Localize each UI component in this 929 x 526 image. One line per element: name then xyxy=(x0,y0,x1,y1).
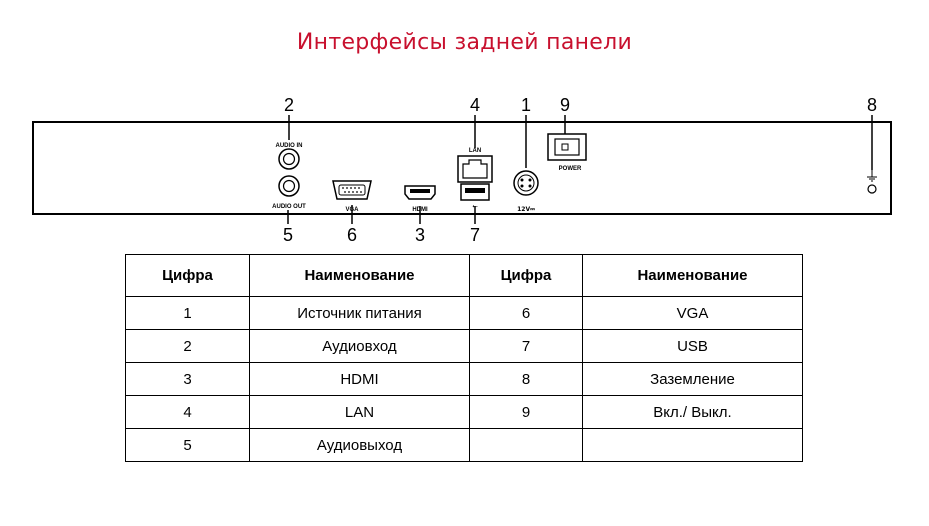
table-row xyxy=(126,429,803,462)
table-cell: 5 xyxy=(126,429,250,462)
table-cell: 9 xyxy=(470,396,583,429)
lan-label: LAN xyxy=(468,148,482,154)
table-cell: 4 xyxy=(126,396,250,429)
vga-label: VGA xyxy=(345,207,359,213)
lan-port-icon xyxy=(458,156,492,182)
power-input-label: 12V⎓ xyxy=(517,206,535,213)
table-row xyxy=(126,297,803,330)
svg-text:⭠: ⭠ xyxy=(472,202,478,210)
table-cell: 8 xyxy=(470,363,583,396)
table-cell: 6 xyxy=(470,297,583,330)
table-cell: 7 xyxy=(470,330,583,363)
table-cell: VGA xyxy=(583,297,803,330)
table-cell: 1 xyxy=(126,297,250,330)
hdmi-port-icon xyxy=(405,186,435,199)
audio-out-label: AUDIO OUT xyxy=(272,204,306,210)
vga-port-icon xyxy=(333,181,371,199)
header-name-1: Наименование xyxy=(250,255,470,297)
table-cell: Вкл./ Выкл. xyxy=(583,396,803,429)
callout-8: 8 xyxy=(866,95,878,115)
interfaces-table xyxy=(125,254,803,462)
callout-6: 6 xyxy=(346,225,358,245)
power-input-icon xyxy=(514,171,538,195)
table-cell: HDMI xyxy=(250,363,470,396)
hdmi-label: HDMI xyxy=(412,207,428,213)
callout-9: 9 xyxy=(559,95,571,115)
audio-in-port-icon xyxy=(279,149,299,169)
table-row xyxy=(126,396,803,429)
table-row xyxy=(126,330,803,363)
header-name-2: Наименование xyxy=(583,255,803,297)
table-cell xyxy=(583,429,803,462)
header-number-2: Цифра xyxy=(470,255,583,297)
power-switch-icon xyxy=(548,134,586,160)
audio-out-port-icon xyxy=(279,176,299,196)
table-cell: 2 xyxy=(126,330,250,363)
callout-7: 7 xyxy=(469,225,481,245)
table-cell: 3 xyxy=(126,363,250,396)
header-number-1: Цифра xyxy=(126,255,250,297)
table-cell: Аудиовход xyxy=(250,330,470,363)
audio-in-label: AUDIO IN xyxy=(275,143,303,149)
callout-4: 4 xyxy=(469,95,481,115)
power-switch-label: POWER xyxy=(558,166,582,172)
callout-1: 1 xyxy=(520,95,532,115)
table-cell: LAN xyxy=(250,396,470,429)
page-title: Интерфейсы задней панели xyxy=(296,30,633,55)
table-row xyxy=(126,363,803,396)
table-cell: Источник питания xyxy=(250,297,470,330)
callout-5: 5 xyxy=(282,225,294,245)
table-cell xyxy=(470,429,583,462)
table-cell: USB xyxy=(583,330,803,363)
rear-panel-diagram xyxy=(0,0,929,250)
table-cell: Заземление xyxy=(583,363,803,396)
table-cell: Аудиовыход xyxy=(250,429,470,462)
callout-3: 3 xyxy=(414,225,426,245)
callout-2: 2 xyxy=(283,95,295,115)
table-header-row xyxy=(126,255,803,297)
